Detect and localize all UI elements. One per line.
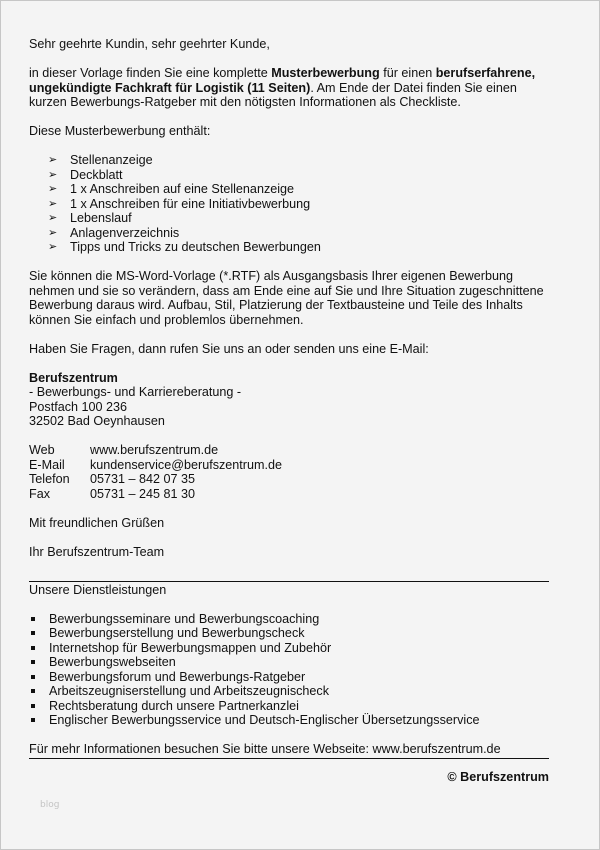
list-item-label: Bewerbungserstellung und Bewerbungscheck [49,626,305,640]
greeting: Sehr geehrte Kundin, sehr geehrter Kunde, [29,37,270,51]
list-item-label: Internetshop für Bewerbungsmappen und Zubehör [49,640,332,655]
contact-label-phone: Telefon [29,472,70,486]
arrow-bullet-icon: ➢ [48,183,58,195]
services-list [29,612,549,728]
intro-text-1: in dieser Vorlage finden Sie eine komplette [29,66,272,80]
contact-label-web: Web [29,443,55,457]
list-item [29,670,549,685]
list-item [48,240,549,255]
contents-list [48,153,549,255]
contact-table [29,443,549,501]
list-item-label: Arbeitszeugniserstellung und Arbeitszeugnischeck [49,684,330,698]
arrow-bullet-icon: ➢ [48,212,58,224]
postbox: Postfach 100 236 [29,399,128,414]
contents-heading: Diese Musterbewerbung enthält: [29,124,211,138]
company-name: Berufszentrum [29,370,118,385]
arrow-bullet-icon: ➢ [48,154,58,166]
list-item-label: Tipps und Tricks zu deutschen Bewerbungen [70,240,321,254]
more-info-line: Für mehr Informationen besuchen Sie bitte unsere Webseite: www.berufszentrum.de [29,742,549,759]
document-content [29,37,549,784]
square-bullet-icon [31,689,35,693]
contact-fax-value: 05731 – 245 81 30 [90,486,196,501]
contact-label-email: E-Mail [29,457,65,472]
contact-web-link[interactable]: www.berufszentrum.de [90,443,219,457]
list-item [29,612,549,627]
contact-email-link[interactable]: kundenservice@berufszentrum.de [90,457,282,472]
list-item [29,641,549,656]
list-item-label: Deckblatt [70,167,123,182]
list-item-label: Bewerbungswebseiten [49,655,176,669]
list-item [48,226,549,241]
arrow-bullet-icon: ➢ [48,241,58,253]
company-tagline: - Bewerbungs- und Karriereberatung - [29,385,242,399]
square-bullet-icon [31,631,35,635]
services-heading: Unsere Dienstleistungen [29,581,549,598]
arrow-bullet-icon: ➢ [48,168,58,181]
intro-bold-2: berufserfahrene, ungekündigte Fachkraft für Logistik (11 Seiten) [29,66,536,95]
list-item-label: Lebenslauf [70,211,132,225]
signature: Ihr Berufszentrum-Team [29,544,165,559]
city: 32502 Bad Oeynhausen [29,414,165,428]
address-block [29,371,549,429]
list-item [29,655,549,670]
intro-bold-1: Musterbewerbung [271,66,380,80]
closing: Mit freundlichen Grüßen [29,515,165,530]
list-item [48,168,549,183]
list-item-label: Rechtsberatung durch unsere Partnerkanzlei [49,698,299,713]
list-item-label: 1 x Anschreiben für eine Initiativbewerbung [70,196,311,211]
questions-line: Haben Sie Fragen, dann rufen Sie uns an oder senden uns eine E-Mail: [29,341,429,356]
list-item [29,699,549,714]
watermark: blog [40,800,60,810]
arrow-bullet-icon: ➢ [48,226,58,239]
square-bullet-icon [31,617,35,621]
list-item [48,182,549,197]
contact-label-fax: Fax [29,486,50,501]
list-item-label: Bewerbungsseminare und Bewerbungscoaching [49,611,320,626]
intro-paragraph [29,66,549,110]
list-item [48,197,549,212]
list-item [29,626,549,641]
list-item [29,713,549,728]
list-item-label: 1 x Anschreiben auf eine Stellenanzeige [70,182,295,196]
list-item [48,153,549,168]
square-bullet-icon [31,660,35,664]
intro-text-2: für einen [379,66,436,80]
arrow-bullet-icon: ➢ [48,197,58,210]
list-item-label: Englischer Bewerbungsservice und Deutsch-Englischer Übersetzungsservice [49,713,480,727]
intro-text-3: . Am Ende der Datei finden Sie einen kurzen Bewerbungs-Ratgeber mit den nötigsten Informationen als Checkliste. [29,80,517,109]
square-bullet-icon [31,718,35,722]
list-item-label: Bewerbungsforum und Bewerbungs-Ratgeber [49,669,306,684]
copyright: © Berufszentrum [447,769,549,784]
list-item-label: Anlagenverzeichnis [70,225,180,240]
square-bullet-icon [31,704,35,708]
list-item-label: Stellenanzeige [70,153,153,167]
usage-paragraph: Sie können die MS-Word-Vorlage (*.RTF) als Ausgangsbasis Ihrer eigenen Bewerbung nehmen und sie so verändern, dass am Ende eine auf Sie und Ihre Situation zugeschnittene Bewerbung daraus wird. Aufbau, Stil, Platzierung der Textbausteine und Teile des Inhalts können Sie einfach und problemlos übernehmen. [29,269,544,327]
square-bullet-icon [31,646,35,650]
contact-phone-value: 05731 – 842 07 35 [90,472,196,486]
list-item [29,684,549,699]
square-bullet-icon [31,675,35,679]
list-item [48,211,549,226]
